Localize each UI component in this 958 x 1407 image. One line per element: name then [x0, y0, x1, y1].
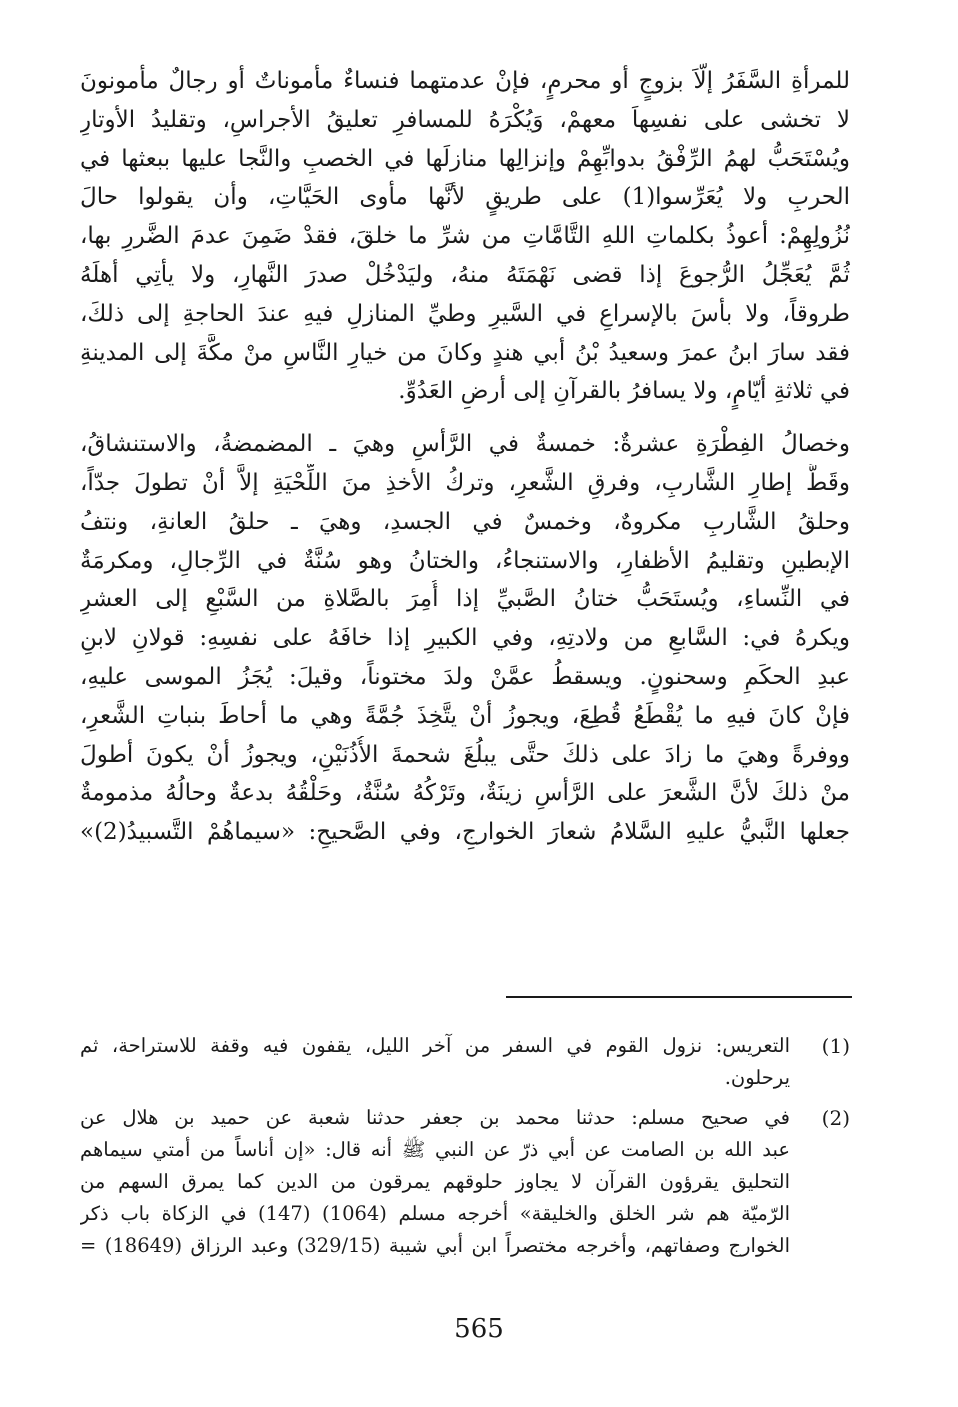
text-line: لا تخشى على نفسِهاَ معهمْ، وَيُكْرَهُ للمسافرِ تعليقُ الأجراسِ، وتقليدُ الأوتارِ: [80, 106, 850, 133]
footnote-1: [80, 1030, 850, 1094]
paragraph-travel: [80, 62, 850, 411]
text-line: وخصالُ الفِطْرَةِ عشرةٌ: خمسةٌ في الرَّأسِ وهيَ ـ المضمضةُ، والاستنشاقُ،: [80, 431, 850, 458]
text-line: في ثلاثةِ أيّامٍ، ولا يسافرُ بالقرآنِ إلى أرضِ العَدُوِّ.: [398, 378, 850, 405]
text-line: ووفرةً وهيَ ما زادَ على ذلكَ حتَّى يبلُغَ شحمةَ الأُذُنَيْنِ، ويجوزُ أنْ يكونَ أطولَ: [80, 741, 850, 768]
footnote-line: في صحيح مسلم: حدثنا محمد بن جعفر حدثنا شعبة عن حميد بن هلال عن: [80, 1106, 790, 1129]
footnote-2: [80, 1102, 850, 1262]
text-line: الحربِ ولا يُعَرِّسوا(1) على طريقٍ لأنَّها مأوى الحَيَّاتِ، وأن يقولوا حالَ: [80, 184, 850, 211]
footnote-line: عبد الله بن الصامت عن أبي ذرّ عن النبي ﷺ أنه قال: «إن أناساً من أمتي سيماهم: [80, 1138, 790, 1161]
main-text: [80, 62, 850, 852]
footnote-line: الخوارج وصفاتهم، وأخرجه مختصراً ابن أبي شيبة (329/15) وعبد الرزاق (18649) =: [80, 1234, 790, 1257]
page-number: 565: [454, 1314, 504, 1344]
text-line: منْ ذلكَ لأنَّ الشَّعرَ على الرَّأسِ زينَةٌ، وتَرْكُهُ سُنَّةٌ، وحَلْقُهُ بدعةٌ وحالُهُ مذمومةٌ: [80, 780, 850, 807]
text-line: للمرأةِ السَّفَرُ إلّاَ بزوجٍ أو محرمٍ، فإنْ عدمتهما فنساءٌ مأموناتٌ أو رجالٌ مأمونونَ: [80, 68, 850, 94]
text-line: فقد سارَ ابنُ عمرَ وسعيدُ بْنُ أبي هندٍ وكانَ من خيارِ النَّاسِ منْ مكَّةَ إلى المدينةِ: [80, 339, 850, 366]
footnote-line: التعريس: نزول القوم في السفر من آخر الليل، يقفون فيه وقفة للاستراحة، ثم: [80, 1034, 790, 1057]
text-line: ثُمَّ يُعَجِّلُ الرُّجوعَ إذا قضى نَهْمَتَهُ منهُ، وليَدْخُلْ صدرَ النَّهارِ، ولا يأتِي أهلَهُ: [80, 261, 850, 288]
text-line: الإبطينِ وتقليمُ الأظفارِ، والاستنجاءُ، والختانُ وهو سُنَّةٌ في الرِّجالِ، ومكرمَةٌ: [80, 547, 850, 574]
footnote-number: (2): [821, 1106, 850, 1130]
text-line: في النِّساءِ، ويُستَحَبُّ ختانُ الصَّبيِّ إذا أُمِرَ بالصَّلاةِ من السَّبْعِ إلى العشرِ: [80, 586, 850, 613]
text-line: ويكرهُ في: السَّابعِ من ولادتِهِ، وفي الكبيرِ إذا خافَهُ على نفسِهِ: قولانِ لابنِ: [80, 625, 850, 652]
text-line: فإنْ كانَ فيهِ ما يُقْطَعُ قُطِعَ، ويجوزُ أنْ يتَّخِذَ جُمَّةً وهي ما أحاطَ بنباتِ الشَّعرِ،: [80, 702, 850, 729]
footnote-line: الرّميّة هم شر الخلق والخليقة» أخرجه مسلم (1064) (147) في الزكاة باب ذكر: [80, 1202, 790, 1225]
text-line: طروقاً، ولا بأسَ بالإسراعِ في السَّيرِ وطيِّ المنازلِ فيهِ عندَ الحاجةِ إلى ذلكَ،: [80, 300, 850, 327]
text-line: نُزُولِهِمْ: أعوذُ بكلماتِ اللهِ التَّامَّاتِ من شرِّ ما خلقَ، فقدْ ضَمِنَ عدمَ الضَّررِ بها،: [80, 223, 850, 250]
paragraph-fitra: [80, 425, 850, 852]
text-line: ويُسْتَحَبُّ لهمُ الرِّفْقُ بدوابِّهِمْ وإنزالِها منازلَها في الخصبِ والنَّجا عليها ببعثها في: [80, 145, 850, 172]
text-line: عبدِ الحكَمِ وسحنونٍ. ويسقطُ عمَّنْ ولدَ مختوناً، وقيلَ: يُجَزُ الموسى عليهِ،: [80, 663, 850, 690]
text-line: وقَطُّ إطارِ الشَّاربِ، وفرقِ الشَّعرِ، وتركُ الأخذِ منَ اللِّحْيَةِ إلاَّ أنْ تطولَ جدّاً،: [80, 469, 850, 496]
footnotes: [80, 1030, 850, 1270]
text-line: جعلها النَّبيُّ عليهِ السَّلامُ شعارَ الخوارجِ، وفي الصَّحيحِ: «سيماهُمْ التَّسبيدُ(2)»: [80, 819, 850, 846]
footnote-number: (1): [821, 1034, 850, 1058]
footnote-line: التحليق يقرؤون القرآن لا يجاوز حلوقهم يمرقون من الدين كما يمرق السهم من: [80, 1170, 790, 1193]
footnote-line: يرحلون.: [724, 1066, 790, 1089]
text-line: وحلقُ الشَّاربِ مكروهٌ، وخمسٌ في الجسدِ، وهيَ ـ حلقُ العانةِ، ونتفُ: [80, 508, 850, 535]
footnote-separator: [506, 996, 852, 998]
